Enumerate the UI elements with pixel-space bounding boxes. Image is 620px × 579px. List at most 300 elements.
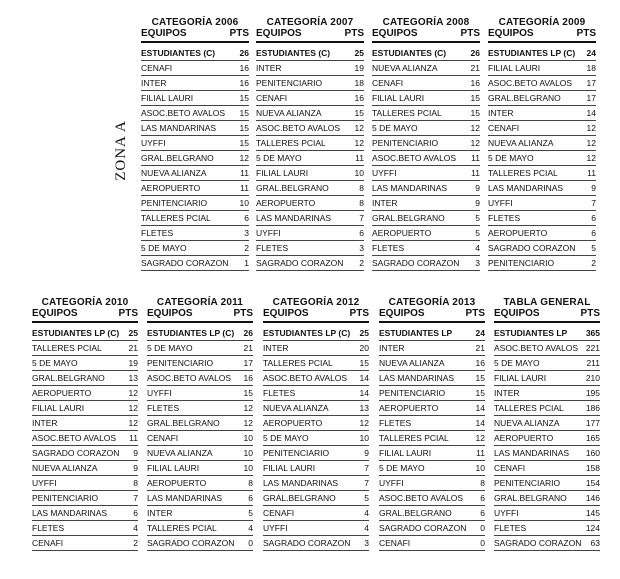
team-name: FILIAL LAURI [256, 168, 309, 178]
table-row [488, 256, 596, 271]
team-name: CENAFI [32, 538, 64, 548]
team-name: ESTUDIANTES LP (C) [32, 328, 120, 338]
table-row [141, 181, 249, 196]
team-name: ASOC.BETO AVALOS [488, 78, 573, 88]
table-row [263, 356, 369, 371]
team-name: TALLERES PCIAL [263, 358, 333, 368]
table-row [372, 166, 480, 181]
table-rows [263, 326, 369, 551]
table-rows [494, 326, 600, 551]
table-row [256, 256, 364, 271]
table-row [147, 521, 253, 536]
table-row [379, 341, 485, 356]
team-points: 12 [586, 123, 596, 133]
team-points: 18 [586, 63, 596, 73]
table-row [494, 341, 600, 356]
team-points: 211 [586, 358, 600, 368]
table-header [494, 308, 600, 323]
team-points: 154 [585, 478, 600, 488]
table-row [488, 226, 596, 241]
table-row [147, 431, 253, 446]
team-points: 6 [591, 228, 596, 238]
team-points: 6 [480, 493, 485, 503]
table-title: CATEGORÍA 2010 [41, 297, 129, 308]
table-row [141, 151, 249, 166]
table-row [32, 521, 138, 536]
table-title: CATEGORÍA 2006 [151, 17, 239, 28]
team-points: 6 [480, 508, 485, 518]
table-row [372, 226, 480, 241]
team-name: ASOC.BETO AVALOS [32, 433, 117, 443]
teams-column-header: EQUIPOS [494, 308, 540, 319]
team-name: TALLERES PCIAL [256, 138, 326, 148]
team-name: LAS MANDARINAS [263, 478, 339, 488]
team-name: LAS MANDARINAS [32, 508, 108, 518]
points-column-header: PTS [233, 308, 253, 319]
team-points: 11 [471, 153, 480, 163]
table-row [32, 356, 138, 371]
team-points: 9 [475, 198, 480, 208]
team-points: 21 [470, 63, 480, 73]
team-name: TALLERES PCIAL [147, 523, 217, 533]
team-name: ESTUDIANTES LP [494, 328, 568, 338]
team-points: 7 [591, 198, 596, 208]
table-row [379, 416, 485, 431]
table-row [141, 241, 249, 256]
team-points: 16 [470, 78, 480, 88]
team-name: AEROPUERTO [263, 418, 323, 428]
team-name: ASOC.BETO AVALOS [263, 373, 348, 383]
zone-label-text: ZONA A [112, 119, 129, 181]
team-name: CENAFI [147, 433, 179, 443]
team-points: 0 [480, 538, 485, 548]
team-name: ESTUDIANTES LP (C) [488, 48, 576, 58]
team-name: 5 DE MAYO [256, 153, 302, 163]
team-name: 5 DE MAYO [379, 463, 425, 473]
team-name: GRAL.BELGRANO [379, 508, 452, 518]
table-row [379, 491, 485, 506]
team-name: FILIAL LAURI [488, 63, 541, 73]
table-row [147, 416, 253, 431]
team-name: AEROPUERTO [32, 388, 92, 398]
table-rows [488, 46, 596, 271]
table-row [141, 91, 249, 106]
team-points: 7 [364, 463, 369, 473]
table-row [141, 256, 249, 271]
table-title: TABLA GENERAL [503, 297, 591, 308]
team-points: 10 [354, 168, 364, 178]
table-row [147, 356, 253, 371]
team-name: UYFFI [147, 388, 172, 398]
team-points: 16 [354, 93, 364, 103]
team-name: FILIAL LAURI [263, 463, 316, 473]
table-row [488, 241, 596, 256]
table-row [256, 61, 364, 76]
team-points: 21 [475, 343, 485, 353]
team-points: 12 [354, 123, 364, 133]
team-points: 4 [475, 243, 480, 253]
table-row [494, 356, 600, 371]
table-row [32, 386, 138, 401]
table-header [256, 28, 364, 43]
team-name: UYFFI [32, 478, 57, 488]
team-name: FILIAL LAURI [147, 463, 200, 473]
table-row [141, 166, 249, 181]
team-points: 9 [133, 448, 138, 458]
table-row [147, 491, 253, 506]
team-name: PENITENCIARIO [494, 478, 561, 488]
team-points: 25 [128, 328, 138, 338]
table-row [488, 46, 596, 61]
table-row [372, 151, 480, 166]
table-row [256, 241, 364, 256]
table-rows [32, 326, 138, 551]
table-row [263, 326, 369, 341]
table-row [372, 136, 480, 151]
team-points: 12 [128, 403, 138, 413]
table-row [256, 121, 364, 136]
team-points: 6 [248, 493, 253, 503]
table-row [32, 506, 138, 521]
teams-column-header: EQUIPOS [488, 28, 534, 39]
team-points: 160 [585, 448, 600, 458]
team-points: 11 [471, 168, 480, 178]
team-points: 63 [590, 538, 600, 548]
table-row [32, 446, 138, 461]
team-name: AEROPUERTO [372, 228, 432, 238]
table-row [488, 91, 596, 106]
table-row [372, 196, 480, 211]
team-points: 6 [244, 213, 249, 223]
table-row [147, 371, 253, 386]
team-points: 11 [129, 433, 138, 443]
team-points: 26 [243, 328, 253, 338]
points-column-header: PTS [344, 28, 364, 39]
team-name: LAS MANDARINAS [488, 183, 564, 193]
team-name: FLETES [147, 403, 180, 413]
team-points: 0 [480, 523, 485, 533]
team-name: NUEVA ALIANZA [494, 418, 560, 428]
table-row [372, 61, 480, 76]
table-row [494, 431, 600, 446]
team-points: 11 [240, 183, 249, 193]
table-row [488, 136, 596, 151]
team-name: PENITENCIARIO [147, 358, 214, 368]
table-row [147, 461, 253, 476]
standings-table [147, 297, 253, 551]
team-points: 21 [243, 343, 253, 353]
team-points: 186 [585, 403, 600, 413]
team-points: 24 [475, 328, 485, 338]
team-name: AEROPUERTO [488, 228, 548, 238]
table-header [141, 28, 249, 43]
team-points: 4 [364, 523, 369, 533]
table-row [372, 211, 480, 226]
team-points: 15 [239, 138, 249, 148]
table-row [141, 46, 249, 61]
team-points: 12 [475, 433, 485, 443]
team-name: PENITENCIARIO [32, 493, 99, 503]
team-points: 8 [359, 198, 364, 208]
table-row [141, 211, 249, 226]
table-row [263, 536, 369, 551]
table-row [32, 341, 138, 356]
table-row [379, 326, 485, 341]
team-name: GRAL.BELGRANO [263, 493, 336, 503]
team-points: 158 [585, 463, 600, 473]
team-points: 12 [128, 388, 138, 398]
team-name: FLETES [379, 418, 412, 428]
table-rows [256, 46, 364, 271]
table-row [379, 521, 485, 536]
team-name: GRAL.BELGRANO [372, 213, 445, 223]
table-row [256, 76, 364, 91]
team-points: 4 [133, 523, 138, 533]
table-row [32, 371, 138, 386]
table-row [379, 536, 485, 551]
team-name: TALLERES PCIAL [372, 108, 442, 118]
team-name: GRAL.BELGRANO [256, 183, 329, 193]
team-name: TALLERES PCIAL [488, 168, 558, 178]
table-rows [141, 46, 249, 271]
team-name: UYFFI [256, 228, 281, 238]
table-title: CATEGORÍA 2013 [388, 297, 476, 308]
team-name: FLETES [372, 243, 405, 253]
table-row [263, 416, 369, 431]
team-points: 12 [354, 138, 364, 148]
points-column-header: PTS [580, 308, 600, 319]
table-row [141, 76, 249, 91]
team-name: AEROPUERTO [256, 198, 316, 208]
team-name: FLETES [488, 213, 521, 223]
teams-column-header: EQUIPOS [32, 308, 78, 319]
table-row [256, 226, 364, 241]
table-row [494, 371, 600, 386]
team-points: 2 [359, 258, 364, 268]
table-row [372, 91, 480, 106]
team-name: NUEVA ALIANZA [32, 463, 98, 473]
table-row [147, 536, 253, 551]
table-row [263, 491, 369, 506]
team-name: ASOC.BETO AVALOS [494, 343, 579, 353]
team-name: INTER [494, 388, 520, 398]
table-row [372, 76, 480, 91]
table-row [32, 536, 138, 551]
table-row [263, 476, 369, 491]
team-name: CENAFI [141, 63, 173, 73]
team-name: PENITENCIARIO [372, 138, 439, 148]
team-name: SAGRADO CORAZON [263, 538, 351, 548]
table-row [256, 106, 364, 121]
team-name: CENAFI [256, 93, 288, 103]
table-row [256, 211, 364, 226]
teams-column-header: EQUIPOS [263, 308, 309, 319]
team-points: 12 [243, 418, 253, 428]
table-row [494, 491, 600, 506]
team-name: FILIAL LAURI [141, 93, 194, 103]
team-points: 16 [239, 78, 249, 88]
team-points: 9 [475, 183, 480, 193]
points-column-header: PTS [118, 308, 138, 319]
team-name: INTER [263, 343, 289, 353]
team-name: PENITENCIARIO [488, 258, 555, 268]
team-points: 25 [354, 48, 364, 58]
table-row [379, 446, 485, 461]
team-name: FLETES [32, 523, 65, 533]
team-name: AEROPUERTO [379, 403, 439, 413]
table-row [32, 491, 138, 506]
team-points: 9 [364, 448, 369, 458]
team-name: LAS MANDARINAS [147, 493, 223, 503]
team-points: 10 [243, 463, 253, 473]
team-name: FILIAL LAURI [32, 403, 85, 413]
team-points: 124 [585, 523, 600, 533]
team-points: 20 [359, 343, 369, 353]
team-points: 12 [128, 418, 138, 428]
team-points: 15 [239, 108, 249, 118]
team-points: 25 [359, 328, 369, 338]
table-row [32, 476, 138, 491]
table-row [147, 476, 253, 491]
team-points: 15 [359, 358, 369, 368]
teams-column-header: EQUIPOS [379, 308, 425, 319]
table-row [141, 61, 249, 76]
standings-table [379, 297, 485, 551]
table-rows [147, 326, 253, 551]
team-name: NUEVA ALIANZA [256, 108, 322, 118]
team-points: 10 [359, 433, 369, 443]
team-name: SAGRADO CORAZON [372, 258, 460, 268]
table-row [379, 476, 485, 491]
table-row [494, 326, 600, 341]
team-name: GRAL.BELGRANO [488, 93, 561, 103]
points-column-header: PTS [576, 28, 596, 39]
team-name: UYFFI [488, 198, 513, 208]
table-title: CATEGORÍA 2007 [266, 17, 354, 28]
team-points: 12 [239, 153, 249, 163]
team-points: 8 [359, 183, 364, 193]
team-name: UYFFI [494, 508, 519, 518]
teams-column-header: EQUIPOS [141, 28, 187, 39]
zone-label [108, 118, 134, 182]
table-row [263, 461, 369, 476]
table-row [263, 341, 369, 356]
team-points: 7 [364, 478, 369, 488]
team-name: LAS MANDARINAS [494, 448, 570, 458]
team-name: CENAFI [379, 538, 411, 548]
table-row [494, 461, 600, 476]
team-points: 145 [585, 508, 600, 518]
team-name: FLETES [141, 228, 174, 238]
table-title: CATEGORÍA 2012 [272, 297, 360, 308]
table-row [256, 166, 364, 181]
team-points: 0 [248, 538, 253, 548]
team-name: ESTUDIANTES LP [379, 328, 453, 338]
table-row [494, 476, 600, 491]
team-name: ESTUDIANTES LP (C) [147, 328, 235, 338]
table-row [488, 211, 596, 226]
team-points: 2 [591, 258, 596, 268]
team-points: 14 [586, 108, 596, 118]
table-row [494, 416, 600, 431]
team-name: CENAFI [263, 508, 295, 518]
team-name: GRAL.BELGRANO [32, 373, 105, 383]
team-points: 210 [585, 373, 600, 383]
team-points: 2 [244, 243, 249, 253]
team-name: AEROPUERTO [147, 478, 207, 488]
table-title: CATEGORÍA 2009 [498, 17, 586, 28]
table-row [147, 386, 253, 401]
team-name: SAGRADO CORAZON [256, 258, 344, 268]
standings-table [256, 17, 364, 271]
team-points: 14 [475, 403, 485, 413]
team-points: 17 [586, 78, 596, 88]
team-points: 1 [244, 258, 249, 268]
team-name: ASOC.BETO AVALOS [141, 108, 226, 118]
points-column-header: PTS [460, 28, 480, 39]
team-points: 3 [244, 228, 249, 238]
team-name: GRAL.BELGRANO [147, 418, 220, 428]
team-points: 12 [586, 153, 596, 163]
team-name: NUEVA ALIANZA [141, 168, 207, 178]
table-header [488, 28, 596, 43]
table-row [372, 46, 480, 61]
team-points: 10 [243, 433, 253, 443]
team-points: 165 [585, 433, 600, 443]
team-points: 12 [359, 418, 369, 428]
team-name: TALLERES PCIAL [32, 343, 102, 353]
team-points: 2 [133, 538, 138, 548]
team-name: PENITENCIARIO [263, 448, 330, 458]
team-name: INTER [32, 418, 58, 428]
table-row [372, 121, 480, 136]
team-points: 195 [585, 388, 600, 398]
table-row [263, 371, 369, 386]
team-points: 11 [476, 448, 485, 458]
team-name: CENAFI [372, 78, 404, 88]
table-row [494, 521, 600, 536]
team-name: FLETES [263, 388, 296, 398]
team-points: 4 [248, 523, 253, 533]
team-points: 7 [359, 213, 364, 223]
table-row [379, 371, 485, 386]
table-row [372, 241, 480, 256]
table-row [488, 106, 596, 121]
team-points: 5 [364, 493, 369, 503]
team-points: 177 [585, 418, 600, 428]
team-name: PENITENCIARIO [256, 78, 323, 88]
team-points: 6 [359, 228, 364, 238]
team-points: 15 [239, 123, 249, 133]
team-points: 8 [133, 478, 138, 488]
team-points: 17 [243, 358, 253, 368]
table-row [263, 386, 369, 401]
team-name: FLETES [256, 243, 289, 253]
table-row [256, 91, 364, 106]
table-row [256, 136, 364, 151]
table-row [488, 121, 596, 136]
team-points: 12 [470, 123, 480, 133]
table-row [379, 431, 485, 446]
table-row [372, 181, 480, 196]
table-row [32, 416, 138, 431]
team-name: TALLERES PCIAL [141, 213, 211, 223]
team-points: 10 [239, 198, 249, 208]
team-name: CENAFI [488, 123, 520, 133]
team-points: 9 [591, 183, 596, 193]
team-points: 9 [133, 463, 138, 473]
table-row [494, 536, 600, 551]
